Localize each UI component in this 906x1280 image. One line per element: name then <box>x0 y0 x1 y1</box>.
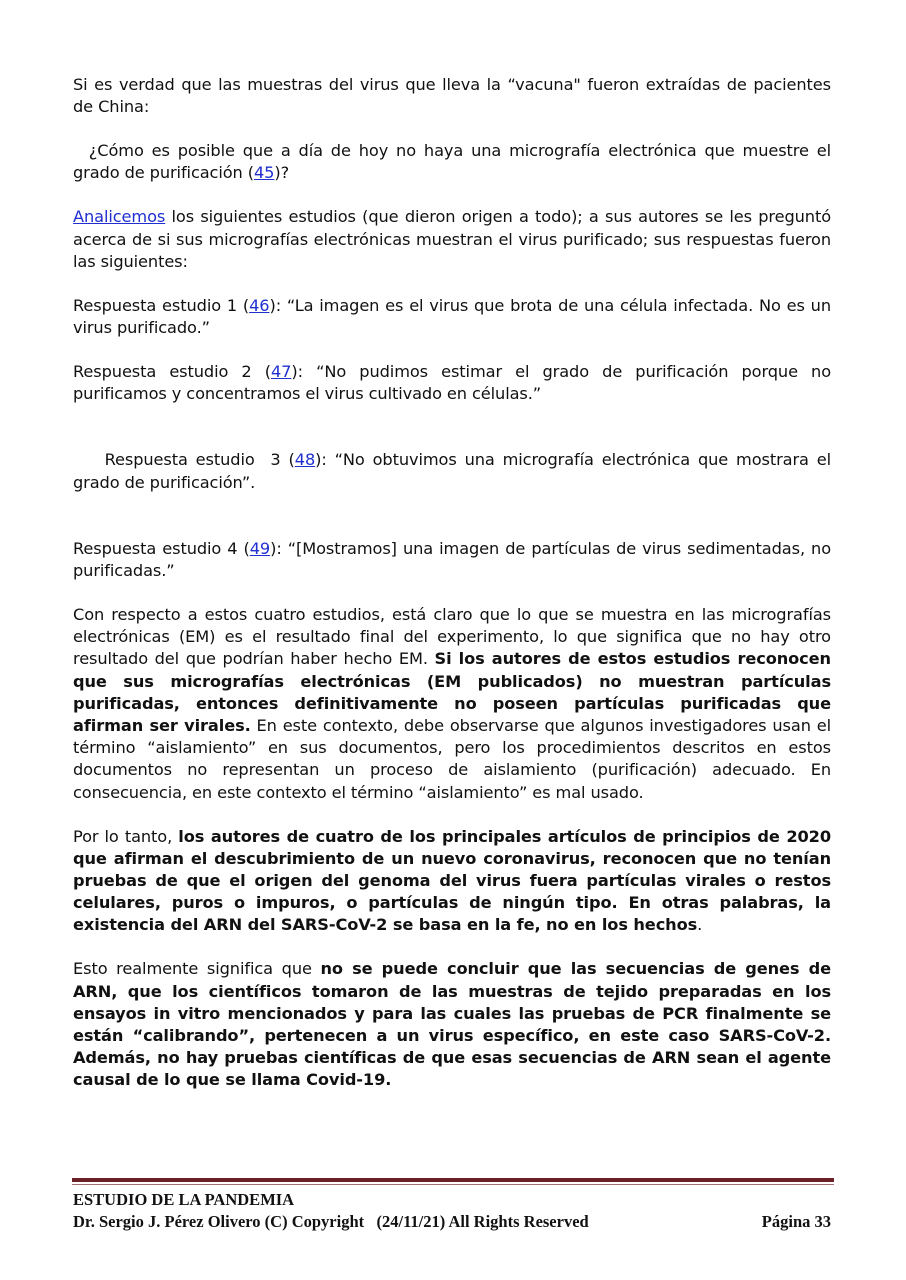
meaning-bold-text: no se puede concluir que las secuencias de genes de ARN, que los científicos tomaron de las muestras de tejido preparadas en los ensayos in vitro mencionados y para las cuales las pruebas de PCR finalmente se están “calibrando”, pertenecen a un virus específico, en este caso SARS-CoV-2. Además, no hay pruebas científicas de que esas secuencias de ARN sean el agente causal de lo que se llama Covid-19. <box>73 959 831 1090</box>
footer-divider-thin <box>72 1184 834 1185</box>
conclusion-bold-text: Si los autores de estos estudios reconocen que sus micrografías electrónicas (EM publicados) no muestran partículas purificadas, entonces definitivamente no poseen partículas purificadas que afirman ser virales. <box>73 649 831 736</box>
analysis-text: los siguientes estudios (que dieron origen a todo); a sus autores se les preguntó acerca de si sus micrografías electrónicas muestran el virus purificado; sus respuestas fueron las siguientes: <box>73 207 831 271</box>
answer-quote: ): “La imagen es el virus que brota de una célula infectada. No es un virus purificado.” <box>73 295 831 338</box>
reference-link-46[interactable]: 46 <box>249 295 270 315</box>
question-end: )? <box>274 163 290 183</box>
paragraph-therefore <box>73 826 831 937</box>
paragraph-intro <box>73 74 831 118</box>
footer-divider <box>72 1178 834 1182</box>
answer-label: Respuesta estudio 3 ( <box>104 450 295 470</box>
answer-study-2 <box>73 361 831 405</box>
answer-label: Respuesta estudio 2 ( <box>73 362 271 382</box>
paragraph-analysis <box>73 206 831 273</box>
answer-label: Respuesta estudio 4 ( <box>73 538 250 558</box>
paragraph-conclusion-studies <box>73 604 831 804</box>
answer-label: Respuesta estudio 1 ( <box>73 295 250 315</box>
document-body <box>73 74 837 1113</box>
footer-title: ESTUDIO DE LA PANDEMIA <box>73 1190 295 1209</box>
page-number: Página 33 <box>761 1212 831 1231</box>
reference-link-47[interactable]: 47 <box>270 362 292 382</box>
paragraph-meaning <box>73 958 831 1091</box>
conclusion-text-2: En este contexto, debe observarse que algunos investigadores usan el término “aislamiento” en sus documentos, pero los procedimientos descritos en estos documentos no representan un proceso de aislamiento (purificación) adecuado. En consecuencia, en este contexto el término “aislamiento” es mal usado. <box>73 716 831 802</box>
answer-quote: ): “No pudimos estimar el grado de purificación porque no purificamos y concentramos el virus cultivado en células.” <box>73 362 832 404</box>
meaning-text: Esto realmente significa que <box>73 959 321 979</box>
conclusion-text-1: Con respecto a estos cuatro estudios, está claro que lo que se muestra en las micrografías electrónicas (EM) es el resultado final del experimento, lo que significa que no hay otro resultado del que podrían haber hecho EM. <box>73 605 831 669</box>
reference-link-48[interactable]: 48 <box>294 450 316 470</box>
reference-link-49[interactable]: 49 <box>249 538 271 558</box>
answer-study-3 <box>73 427 837 516</box>
paragraph-intro-text: Si es verdad que las muestras del virus que lleva la “vacuna" fueron extraídas de pacientes de China: <box>73 75 831 117</box>
answer-study-1 <box>73 295 831 339</box>
question-text: ¿Cómo es posible que a día de hoy no haya una micrografía electrónica que muestre el grado de purificación ( <box>73 141 832 183</box>
paragraph-question <box>73 140 831 184</box>
therefore-end: . <box>697 915 703 935</box>
therefore-text: Por lo tanto, <box>73 826 179 846</box>
analicemos-link[interactable]: Analicemos <box>73 207 166 227</box>
reference-link-45[interactable]: 45 <box>253 163 275 183</box>
therefore-bold-text: los autores de cuatro de los principales artículos de principios de 2020 que afirman el descubrimiento de un nuevo coronavirus, reconocen que no tenían pruebas de que el origen del genoma del virus fuera partículas virales o restos celulares, puros o impuros, o partículas de ningún tipo. En otras palabras, la existencia del ARN del SARS-CoV-2 se basa en la fe, no en los hechos <box>73 826 832 935</box>
page-footer <box>73 1189 831 1233</box>
answer-quote: ): “No obtuvimos una micrografía electrónica que mostrara el grado de purificación”. <box>73 450 837 492</box>
footer-copyright: Dr. Sergio J. Pérez Olivero (C) Copyright (24/11/21) All Rights Reserved <box>73 1212 589 1231</box>
answer-quote: ): “[Mostramos] una imagen de partículas de virus sedimentadas, no purificadas.” <box>73 538 832 581</box>
answer-study-4 <box>73 538 831 582</box>
footer-line <box>73 1211 831 1233</box>
